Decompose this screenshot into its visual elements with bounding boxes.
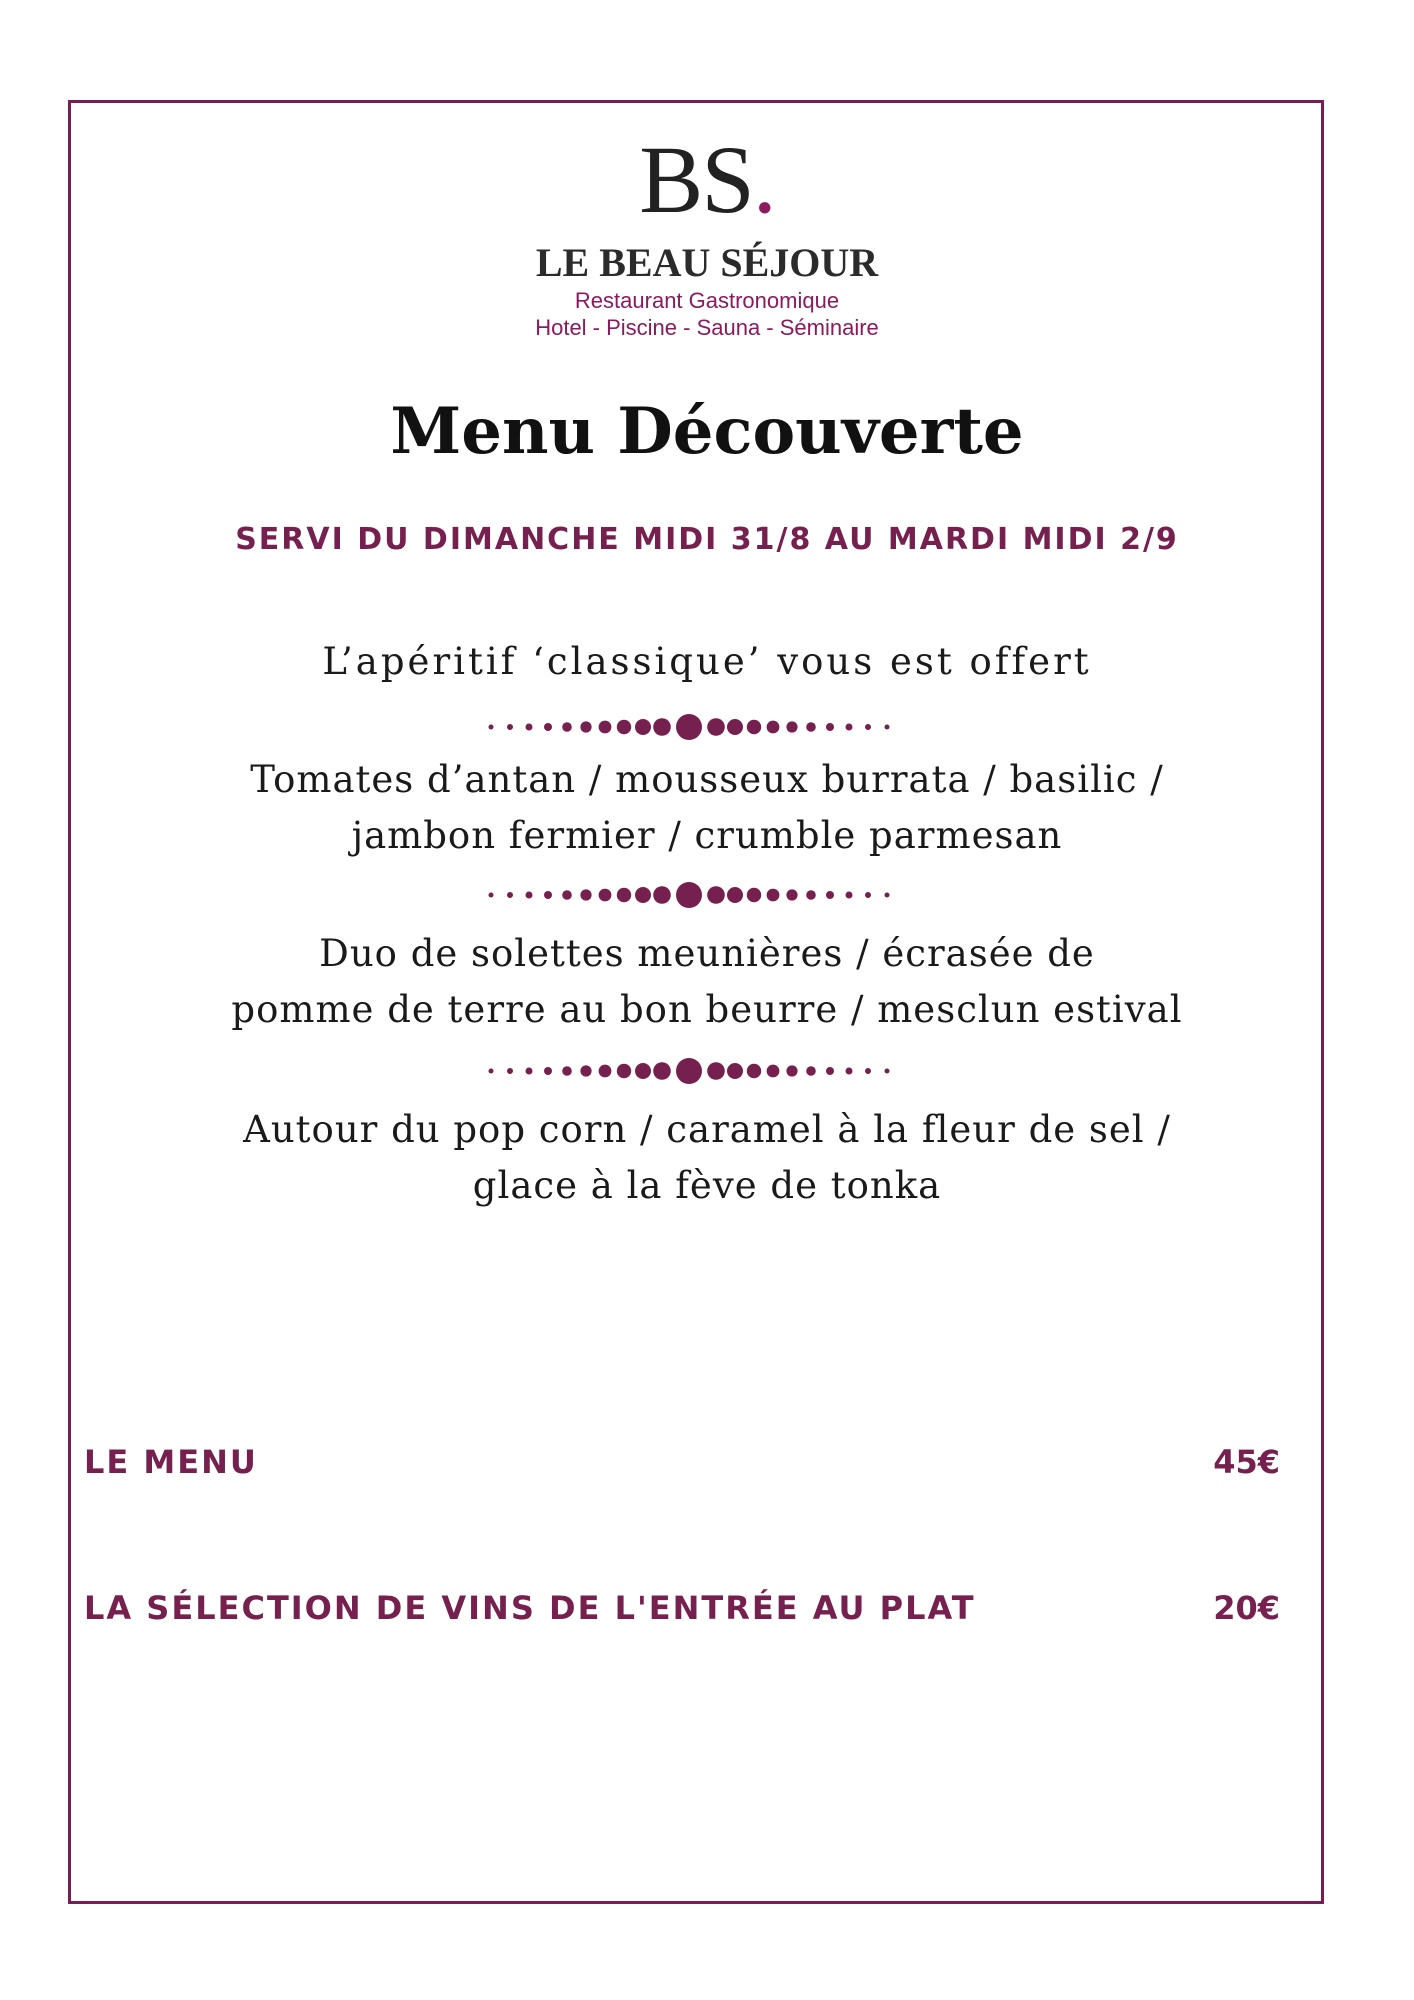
divider-dot bbox=[806, 722, 816, 732]
divider-dot bbox=[767, 1065, 780, 1078]
divider-dot bbox=[786, 721, 797, 732]
divider-dot bbox=[653, 886, 671, 904]
restaurant-name: LE BEAU SÉJOUR bbox=[535, 240, 879, 285]
divider-dot bbox=[885, 1069, 890, 1074]
course-line: Tomates d’antan / mousseux burrata / basilic / bbox=[250, 758, 1164, 801]
price-row-wine bbox=[84, 1588, 1280, 1628]
divider-dot bbox=[544, 891, 552, 899]
price-label: LA SÉLECTION DE VINS DE L'ENTRÉE AU PLAT bbox=[84, 1589, 976, 1627]
divider-dot bbox=[489, 725, 494, 730]
course-line: Autour du pop corn / caramel à la fleur de sel / bbox=[243, 1108, 1171, 1151]
menu-title: Menu Découverte bbox=[390, 394, 1024, 469]
divider-dot bbox=[747, 1064, 761, 1078]
course-line: pomme de terre au bon beurre / mesclun estival bbox=[231, 988, 1183, 1031]
divider-dot bbox=[544, 723, 552, 731]
divider-dot bbox=[617, 720, 631, 734]
divider-dot bbox=[865, 1068, 871, 1074]
divider-dot bbox=[676, 714, 702, 740]
divider-dot bbox=[707, 886, 725, 904]
logo-dot: . bbox=[752, 126, 775, 233]
course-line: glace à la fève de tonka bbox=[472, 1164, 942, 1207]
price-label: LE MENU bbox=[84, 1443, 258, 1481]
aperitif-line: L’apéritif ‘classique’ vous est offert bbox=[322, 640, 1092, 683]
divider-dot bbox=[526, 724, 533, 731]
divider-dot bbox=[727, 1063, 743, 1079]
price-value: 20€ bbox=[1213, 1589, 1280, 1627]
divider-dot bbox=[635, 1063, 651, 1079]
divider-dot bbox=[865, 724, 871, 730]
divider-dot bbox=[617, 888, 631, 902]
course-starter bbox=[150, 752, 1264, 864]
divider-dot bbox=[865, 892, 871, 898]
divider-dot bbox=[767, 721, 780, 734]
price-value: 45€ bbox=[1213, 1443, 1280, 1481]
serving-dates: SERVI DU DIMANCHE MIDI 31/8 AU MARDI MIDI 2/9 bbox=[235, 522, 1179, 557]
divider-dot bbox=[767, 889, 780, 902]
divider-dot bbox=[599, 889, 612, 902]
divider-dot bbox=[885, 725, 890, 730]
divider-dot bbox=[885, 893, 890, 898]
divider-dot bbox=[707, 718, 725, 736]
divider-dot bbox=[653, 718, 671, 736]
divider-dot bbox=[707, 1062, 725, 1080]
divider-dot bbox=[676, 882, 702, 908]
divider-dot bbox=[526, 1068, 533, 1075]
divider-dot bbox=[806, 890, 816, 900]
divider-dot bbox=[507, 724, 513, 730]
restaurant-subtitle: Restaurant Gastronomique bbox=[574, 288, 840, 313]
divider-dot bbox=[727, 719, 743, 735]
divider-dot bbox=[507, 892, 513, 898]
divider-dot bbox=[599, 721, 612, 734]
dotted-divider bbox=[0, 712, 1414, 742]
divider-dot bbox=[580, 889, 591, 900]
divider-dot bbox=[786, 889, 797, 900]
divider-dot bbox=[676, 1058, 702, 1084]
course-main bbox=[150, 926, 1264, 1038]
divider-dot bbox=[489, 1069, 494, 1074]
divider-dot bbox=[826, 723, 834, 731]
divider-dot bbox=[489, 893, 494, 898]
divider-dot bbox=[727, 887, 743, 903]
divider-dot bbox=[806, 1066, 816, 1076]
logo-mark bbox=[0, 126, 1414, 233]
divider-dot bbox=[544, 1067, 552, 1075]
restaurant-services: Hotel - Piscine - Sauna - Séminaire bbox=[535, 315, 879, 340]
divider-dot bbox=[846, 892, 853, 899]
divider-dot bbox=[562, 890, 572, 900]
course-line: Duo de solettes meunières / écrasée de bbox=[319, 932, 1095, 975]
divider-dot bbox=[747, 720, 761, 734]
course-line: jambon fermier / crumble parmesan bbox=[351, 814, 1063, 857]
divider-dot bbox=[846, 1068, 853, 1075]
divider-dot bbox=[580, 721, 591, 732]
divider-dot bbox=[562, 1066, 572, 1076]
divider-dot bbox=[747, 888, 761, 902]
divider-dot bbox=[580, 1065, 591, 1076]
logo-letters: BS bbox=[639, 126, 753, 233]
divider-dot bbox=[599, 1065, 612, 1078]
divider-dot bbox=[635, 719, 651, 735]
divider-dot bbox=[786, 1065, 797, 1076]
divider-dot bbox=[846, 724, 853, 731]
divider-dot bbox=[635, 887, 651, 903]
divider-dot bbox=[826, 891, 834, 899]
dotted-divider bbox=[0, 880, 1414, 910]
divider-dot bbox=[526, 892, 533, 899]
divider-dot bbox=[562, 722, 572, 732]
dotted-divider bbox=[0, 1056, 1414, 1086]
divider-dot bbox=[507, 1068, 513, 1074]
price-row-menu bbox=[84, 1442, 1280, 1482]
divider-dot bbox=[617, 1064, 631, 1078]
course-dessert bbox=[150, 1102, 1264, 1214]
divider-dot bbox=[653, 1062, 671, 1080]
divider-dot bbox=[826, 1067, 834, 1075]
